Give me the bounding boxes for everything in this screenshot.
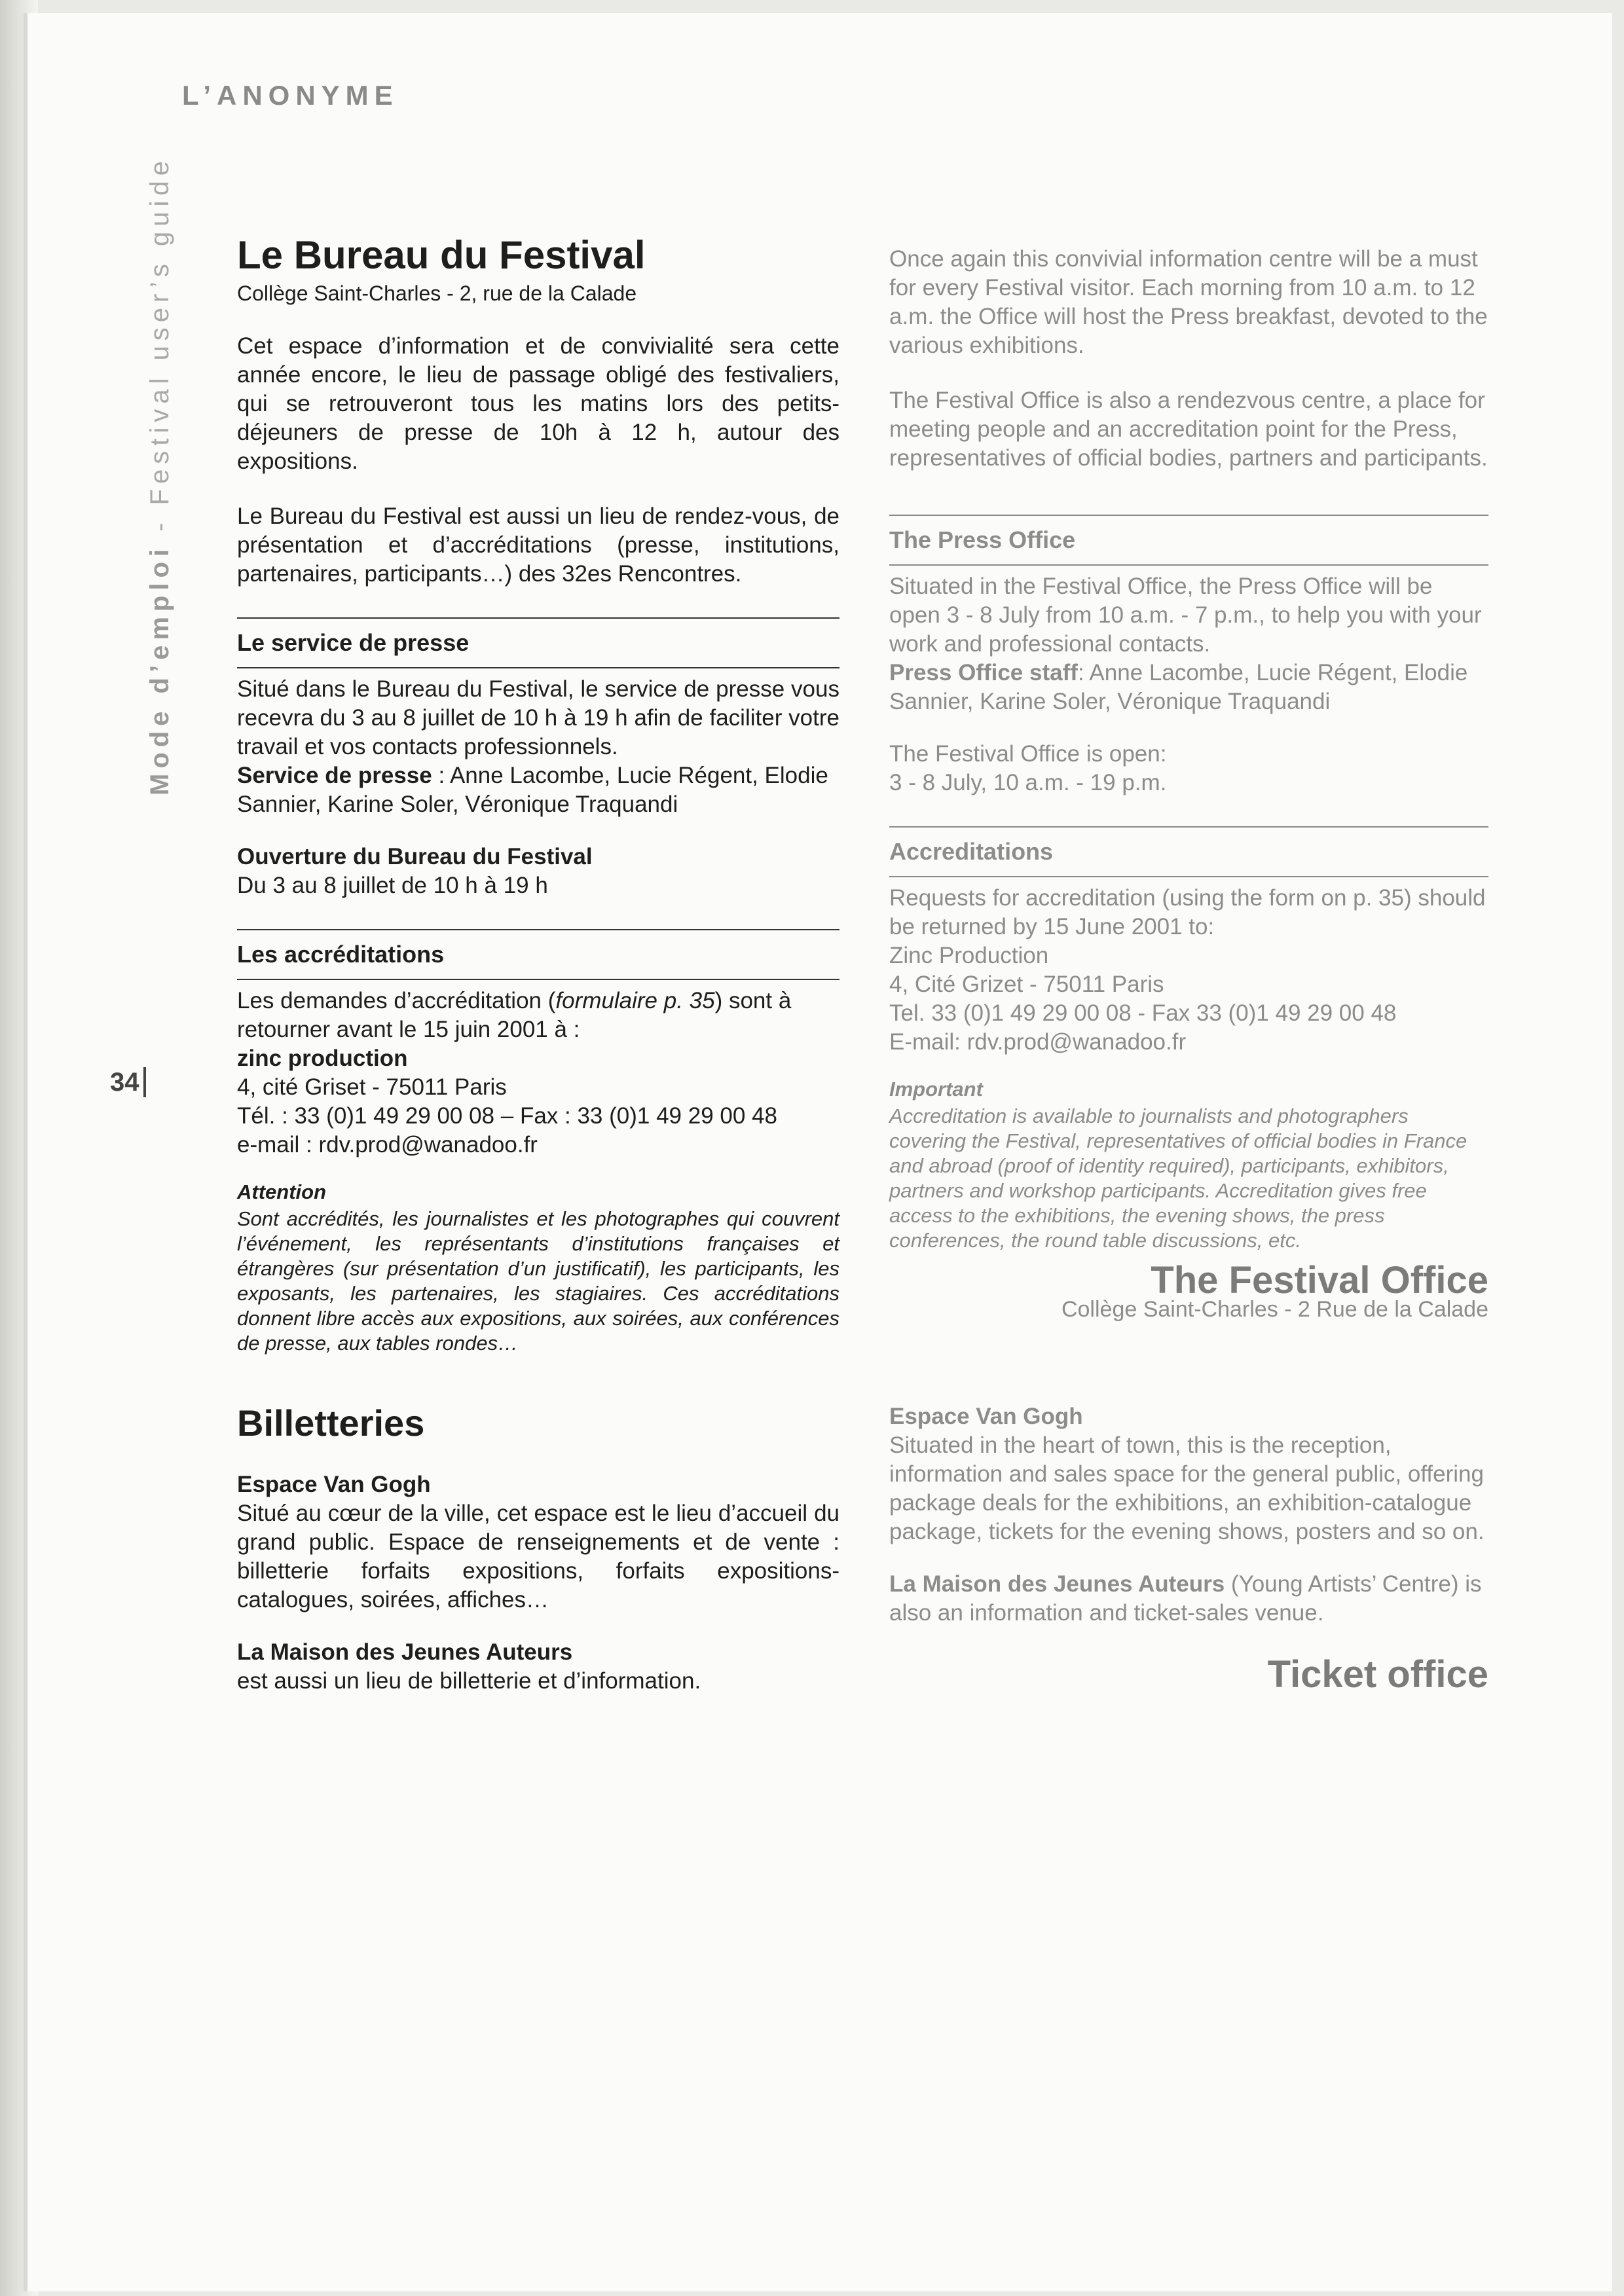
divider xyxy=(889,876,1488,877)
vertical-section-label xyxy=(145,156,175,795)
festival-office-title: The Festival Office xyxy=(1151,1259,1488,1302)
attention-heading: Attention xyxy=(237,1180,327,1203)
vertical-label-rest: - Festival user’s guide xyxy=(145,156,174,544)
divider xyxy=(237,979,840,980)
page-number: 34 xyxy=(110,1067,146,1097)
opening-hours: Du 3 au 8 juillet de 10 h à 19 h xyxy=(237,873,548,898)
accreditations-text-en: Requests for accreditation (using the form on p. 35) should be returned by 15 June 2001 to: xyxy=(889,885,1486,939)
van-gogh-heading-en: Espace Van Gogh xyxy=(889,1404,1083,1429)
press-staff-label: Service de presse xyxy=(237,763,432,788)
press-office-staff-names: : Anne Lacombe, Lucie Régent, Elodie Sannier, Karine Soler, Véronique Traquandi xyxy=(889,660,1468,714)
van-gogh-text: Situé au cœur de la ville, cet espace est le lieu d’accueil du grand public. Espace de renseignements et de vente : billetterie forfaits expositions, forfaits expositions-catalogues, soirées, affiches… xyxy=(237,1501,840,1613)
divider xyxy=(237,667,840,668)
accr-email-en: E-mail: rdv.prod@wanadoo.fr xyxy=(889,1029,1187,1055)
office-open-line-2: 3 - 8 July, 10 a.m. - 19 p.m. xyxy=(889,770,1167,795)
office-paragraph-2: The Festival Office is also a rendezvous centre, a place for meeting people and an accreditation point for the Press, representatives of official bodies, partners and participants. xyxy=(889,388,1488,471)
accr-address: 4, cité Griset - 75011 Paris xyxy=(237,1074,507,1100)
press-staff-names: : Anne Lacombe, Lucie Régent, Elodie Sannier, Karine Soler, Véronique Traquandi xyxy=(237,763,828,817)
vertical-label-bold: Mode d’emploi xyxy=(145,544,174,795)
maison-heading-en: La Maison des Jeunes Auteurs xyxy=(889,1571,1225,1597)
accr-text-b: ) sont à retourner avant le 15 juin 2001 à : xyxy=(237,988,792,1042)
attention-text: Sont accrédités, les journalistes et les photographes qui couvrent l’événement, les représentants d’institutions françaises et étrangères (sur présentation d’un justificatif), les participants, les exposants, les partenaires, les stagiaires. Ces accréditations donnent libre accès aux expositions, aux soirées, aux conférences de presse, aux tables rondes… xyxy=(237,1207,840,1355)
office-open-line-1: The Festival Office is open: xyxy=(889,741,1167,767)
press-office-staff-label: Press Office staff xyxy=(889,660,1078,685)
accr-phone-en: Tel. 33 (0)1 49 29 00 08 - Fax 33 (0)1 49 29 00 48 xyxy=(889,1000,1397,1026)
maison-desc-en: (Young Artists’ Centre) is also an information and ticket-sales venue. xyxy=(889,1571,1482,1626)
van-gogh-heading: Espace Van Gogh xyxy=(237,1472,431,1497)
important-text: Accreditation is available to journalists and photographers covering the Festival, representatives of official bodies in France and abroad (proof of identity required), participants, exhibitors, partners and workshop participants. Accreditation gives free access to the exhibitions, the evening shows, the press conferences, the round table discussions, etc. xyxy=(889,1104,1467,1252)
press-office-staff xyxy=(889,659,1488,716)
accr-email: e-mail : rdv.prod@wanadoo.fr xyxy=(237,1132,538,1157)
accr-form-ref: formulaire p. 35 xyxy=(555,988,715,1013)
accr-address-en: 4, Cité Grizet - 75011 Paris xyxy=(889,972,1164,997)
accreditations-heading-en: Accreditations xyxy=(889,838,1054,865)
press-office-text: Situated in the Festival Office, the Press Office will be open 3 - 8 July from 10 a.m. - 7 p.m., to help you with your work and professional contacts. xyxy=(889,574,1482,657)
ticket-office-title: Ticket office xyxy=(1267,1653,1488,1696)
accreditations-heading: Les accréditations xyxy=(237,941,445,968)
important-heading: Important xyxy=(889,1078,983,1101)
accr-text-a: Les demandes d’accréditation ( xyxy=(237,988,556,1013)
opening-label: Ouverture du Bureau du Festival xyxy=(237,844,593,869)
right-column xyxy=(889,245,1488,1696)
bureau-paragraph-1: Cet espace d’information et de convivialité sera cette année encore, le lieu de passage obligé des festivaliers, qui se retrouveront tous les matins lors des petits-déjeuners de presse de 10h à 12 h, autour des expositions. xyxy=(237,333,840,474)
section-title-tickets: Billetteries xyxy=(237,1402,425,1444)
press-service-heading: Le service de presse xyxy=(237,629,470,656)
maison-heading: La Maison des Jeunes Auteurs xyxy=(237,1639,573,1665)
office-paragraph-1: Once again this convivial information centre will be a must for every Festival visitor. Each morning from 10 a.m. to 12 a.m. the Office will host the Press breakfast, devoted to the various exhibitions. xyxy=(889,246,1488,358)
press-service-staff xyxy=(237,761,840,819)
van-gogh-text-en: Situated in the heart of town, this is the reception, information and sales space for the general public, offering package deals for the exhibitions, an exhibition-catalogue package, tickets for the evening shows, posters and so on. xyxy=(889,1432,1485,1544)
press-office-heading: The Press Office xyxy=(889,526,1076,553)
bureau-paragraph-2: Le Bureau du Festival est aussi un lieu de rendez-vous, de présentation et d’accréditations (presse, institutions, partenaires, participants…) des 32es Rencontres. xyxy=(237,503,840,587)
accr-company: zinc production xyxy=(237,1046,408,1071)
accr-company-en: Zinc Production xyxy=(889,943,1049,968)
bureau-address: Collège Saint-Charles - 2, rue de la Calade xyxy=(237,282,637,305)
accreditations-text xyxy=(237,987,840,1044)
section-title-bureau: Le Bureau du Festival xyxy=(237,233,646,277)
left-column xyxy=(237,232,840,1696)
accr-phone: Tél. : 33 (0)1 49 29 00 08 – Fax : 33 (0)1 49 29 00 48 xyxy=(237,1103,777,1129)
festival-office-address: Collège Saint-Charles - 2 Rue de la Calade xyxy=(1061,1297,1488,1322)
masthead: L’ANONYME xyxy=(182,80,399,111)
maison-text: est aussi un lieu de billetterie et d’information. xyxy=(237,1668,701,1694)
maison-text-en xyxy=(889,1570,1488,1628)
press-service-text: Situé dans le Bureau du Festival, le service de presse vous recevra du 3 au 8 juillet de 10 h à 19 h afin de faciliter votre travail et vos contacts professionnels. xyxy=(237,676,840,759)
divider xyxy=(889,564,1488,566)
